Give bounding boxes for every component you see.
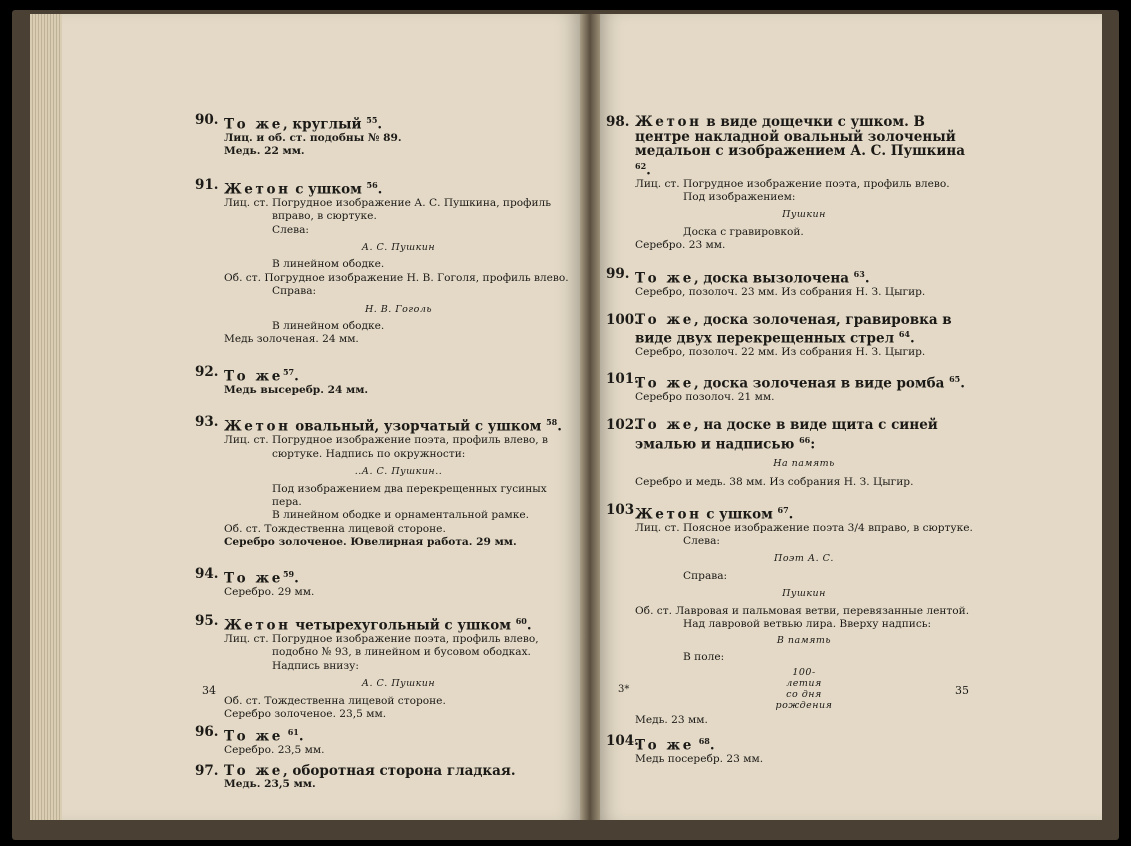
entry-line: В поле: <box>683 650 725 663</box>
entry-90 <box>195 113 573 159</box>
entry-line: Под изображением два перекрещенных гусиных пера. <box>272 482 547 508</box>
entry-line: Под изображением: <box>683 190 796 203</box>
entry-97 <box>195 764 573 792</box>
entry-line: Справа: <box>683 569 728 582</box>
entry-line: Справа: <box>272 285 317 298</box>
entry-number: 95. <box>195 612 219 629</box>
entry-heading: То же $^{61}$. <box>224 727 304 745</box>
entry-heading: То $же^{57}$. <box>224 366 299 385</box>
entry-line: Об. ст. Лавровая и пальмовая ветви, перевязанные лентой. Над лавровой ветвью лира. Вверху надпись: <box>635 604 970 630</box>
entry-line: Лиц. ст. Погрудное изображение поэта, профиль влево, подобно № 93, в линейном и бусовом ободках. <box>224 632 539 659</box>
inscription: летия <box>786 678 822 690</box>
entry-line: Об. ст. Тождественна лицевой стороне. <box>224 522 446 535</box>
entry-91 <box>195 178 573 347</box>
entry-93 <box>195 415 573 549</box>
inscription: со дня <box>786 689 822 701</box>
entry-line: В линейном ободке. <box>272 258 385 271</box>
entry-line: Лиц. ст. Погрудное изображение А. С. Пушкина, профиль вправо, в сюртуке. <box>224 196 552 223</box>
book-gutter <box>580 14 600 820</box>
entry-number: 101. <box>606 370 639 387</box>
inscription: ..А. С. Пушкин.. <box>354 466 443 478</box>
entry-line: Об. ст. Погрудное изображение Н. В. Гоголя, профиль влево. <box>224 271 569 284</box>
inscription: Н. В. Гоголь <box>364 303 433 315</box>
entry-line: Медь. 22 мм. <box>224 145 305 158</box>
entry-103 <box>606 503 973 728</box>
entry-number: 91. <box>195 176 219 193</box>
entry-92 <box>195 365 573 397</box>
entry-line: Серебро. 29 мм. <box>224 585 315 598</box>
entry-line: В линейном ободке. <box>272 320 385 333</box>
entry-95 <box>195 614 573 721</box>
entry-line: В линейном ободке и орнаментальной рамке. <box>272 509 529 522</box>
entry-line: Доска с гравировкой. <box>683 225 804 238</box>
entry-number: 96. <box>195 724 219 741</box>
entry-line: Медь золоченая. 24 мм. <box>224 333 359 346</box>
inscription: Пушкин <box>782 588 826 600</box>
inscription: А. С. Пушкин <box>361 678 436 690</box>
entry-heading: То же, круглый $^{55}$. <box>224 115 383 133</box>
entry-number: 92. <box>195 363 219 380</box>
inscription: рождения <box>775 700 833 712</box>
inscription: 100- <box>792 667 816 679</box>
entry-line: Серебро позолоч. 21 мм. <box>635 390 775 403</box>
entry-line: Медь высеребр. 24 мм. <box>224 383 369 396</box>
inscription: Пушкин <box>782 209 826 221</box>
entry-line: Лиц. ст. Погрудное изображение поэта, профиль влево, в сюртуке. Надпись по окружности: <box>224 434 548 460</box>
entry-heading: То же, доска золоченая, гравировка в виде двух перекрещенных стрел $^{64}$. <box>635 311 952 347</box>
entry-heading: То же, на доске в виде щита с синей эмалью и надписью $^{66}$: <box>635 417 938 453</box>
entry-100 <box>606 313 973 360</box>
entry-line: Серебро. 23,5 мм. <box>224 744 325 757</box>
entry-number: 103 <box>606 501 635 518</box>
entry-number: 90. <box>195 112 219 128</box>
entry-line: Лиц. и об. ст. подобны № 89. <box>224 132 402 144</box>
inscription: А. С. Пушкин <box>361 242 436 254</box>
inscription: Поэт А. С. <box>774 553 834 565</box>
entry-line: Медь посеребр. 23 мм. <box>635 752 764 765</box>
entry-number: 99. <box>606 265 630 282</box>
entry-94 <box>195 567 573 599</box>
entry-heading: Жетон с ушком $^{67}$. <box>635 504 794 523</box>
entry-line: Медь. 23,5 мм. <box>224 778 316 791</box>
entry-line: Лиц. ст. Поясное изображение поэта 3/4 вправо, в сюртуке. <box>635 521 973 534</box>
entry-line: Серебро, позолоч. 22 мм. Из собрания Н. З. Цыгир. <box>635 346 926 359</box>
inscription: В память <box>776 635 832 647</box>
entry-line: Лиц. ст. Погрудное изображение поэта, профиль влево. <box>635 177 950 190</box>
page-number-left: 34 <box>202 684 216 697</box>
right-column <box>606 115 973 766</box>
entry-line: Серебро, позолоч. 23 мм. Из собрания Н. З. Цыгир. <box>635 285 926 298</box>
entry-heading: Жетон четырехугольный с ушком $^{60}$. <box>224 615 532 634</box>
entry-number: 97. <box>195 762 219 779</box>
entry-98 <box>606 115 973 253</box>
signature-mark: 3* <box>618 684 630 695</box>
entry-heading: То $же^{59}$. <box>224 568 299 587</box>
entry-heading: Жетон овальный, узорчатый с ушком $^{58}$. <box>224 417 562 435</box>
entry-line: Серебро золоченое. Ювелирная работа. 29 мм. <box>224 536 517 549</box>
entry-102 <box>606 418 973 489</box>
entry-number: 100. <box>606 311 639 328</box>
entry-heading: То же $^{68}$. <box>635 735 715 754</box>
entry-96 <box>195 725 573 757</box>
entry-101 <box>606 372 973 404</box>
entry-number: 104. <box>606 732 639 749</box>
entry-104 <box>606 734 973 766</box>
entry-line: Надпись внизу: <box>272 659 359 672</box>
entry-line: Слева: <box>683 534 720 547</box>
entry-heading: То же, оборотная сторона гладкая. <box>224 762 516 779</box>
page-number-right: 35 <box>955 684 969 697</box>
entry-number: 93. <box>195 414 219 431</box>
entry-heading: Жетон с ушком $^{56}$. <box>224 179 383 198</box>
entry-number: 98. <box>606 114 630 130</box>
entry-heading: То же, доска вызолочена $^{63}$. <box>635 268 870 287</box>
entry-line: Серебро золоченое. 23,5 мм. <box>224 707 387 720</box>
entry-line: Об. ст. Тождественна лицевой стороне. <box>224 694 446 707</box>
entry-number: 94. <box>195 565 219 582</box>
entry-line: Слева: <box>272 223 309 236</box>
entry-number: 102. <box>606 417 639 434</box>
inscription: На память <box>773 457 835 469</box>
entry-line: Медь. 23 мм. <box>635 714 708 727</box>
entry-heading: Жетон в виде дощечки с ушком. В центре накладной овальный золоченый медальон с изображением А. С. Пушкина $^{62}$. <box>635 114 966 178</box>
entry-line: Серебро и медь. 38 мм. Из собрания Н. З. Цыгир. <box>635 476 914 489</box>
entry-99 <box>606 267 973 299</box>
entry-heading: То же, доска золоченая в виде ромба $^{65}$. <box>635 373 965 392</box>
entry-line: Серебро. 23 мм. <box>635 239 726 252</box>
left-column <box>195 113 573 792</box>
